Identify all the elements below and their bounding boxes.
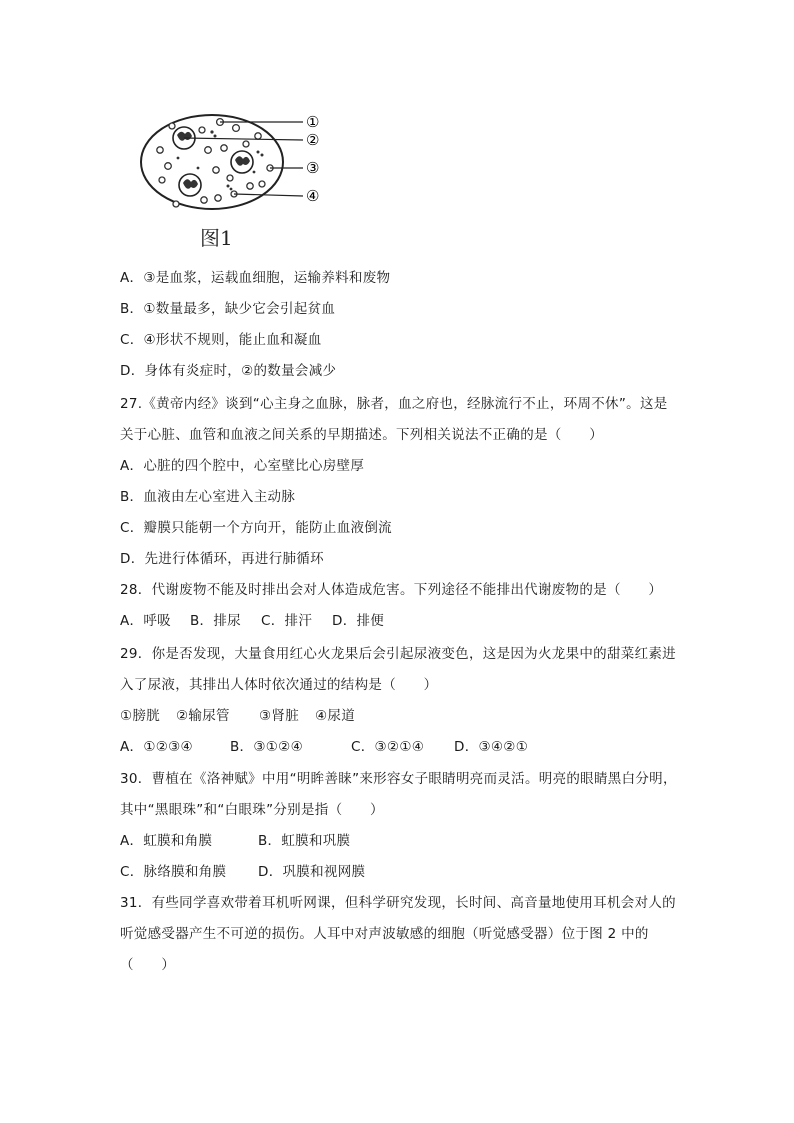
figure-1-blood-smear <box>138 108 338 253</box>
q29-structures <box>120 706 355 726</box>
q29-structure-1: ①膀胱 <box>120 708 161 724</box>
q27-option-a: A．心脏的四个腔中，心室壁比心房壁厚 <box>120 458 365 474</box>
q29-option-c: C．③②①④ <box>351 739 425 755</box>
q28-option-d: D．排便 <box>332 613 385 629</box>
q30-option-b: B．虹膜和巩膜 <box>258 833 351 849</box>
q27-stem-line-2: 关于心脏、血管和血液之间关系的早期描述。下列相关说法不正确的是（ ） <box>120 427 603 443</box>
q28-option-c: C．排汗 <box>261 613 313 629</box>
q29-option-a: A．①②③④ <box>120 739 193 755</box>
q31-stem-line-2: 听觉感受器产生不可逆的损伤。人耳中对声波敏感的细胞（听觉感受器）位于图 2 中的 <box>120 926 649 942</box>
q26-option-c: C．④形状不规则，能止血和凝血 <box>120 332 322 348</box>
q29-structure-4: ④尿道 <box>315 708 356 724</box>
q31-stem-line-3: （ ） <box>120 957 176 973</box>
q27-option-b: B．血液由左心室进入主动脉 <box>120 489 296 505</box>
white-blood-cell <box>179 174 201 196</box>
q29-option-d: D．③④②① <box>454 739 529 755</box>
q30-options-row-2 <box>120 862 365 882</box>
q28-options <box>120 611 384 631</box>
q29-stem-line-2: 入了尿液，其排出人体时依次通过的结构是（ ） <box>120 677 438 693</box>
q30-stem-line-2: 其中“黑眼珠”和“白眼珠”分别是指（ ） <box>120 802 384 818</box>
q26-option-a: A．③是血浆，运载血细胞，运输养料和废物 <box>120 270 391 286</box>
label-3: ③ <box>306 159 320 177</box>
q28-option-b: B．排尿 <box>190 613 241 629</box>
q30-option-d: D．巩膜和视网膜 <box>258 864 366 880</box>
label-1: ① <box>306 113 320 131</box>
q27-stem-line-1: 27.《黄帝内经》谈到“心主身之血脉，脉者，血之府也，经脉流行不止，环周不休”。这是 <box>120 396 668 412</box>
q30-option-a: A．虹膜和角膜 <box>120 833 213 849</box>
q28-option-a: A．呼吸 <box>120 613 171 629</box>
q29-option-b: B．③①②④ <box>230 739 303 755</box>
label-4: ④ <box>306 187 320 205</box>
q28-stem: 28．代谢废物不能及时排出会对人体造成危害。下列途径不能排出代谢废物的是（ ） <box>120 582 663 598</box>
q27-option-d: D．先进行体循环，再进行肺循环 <box>120 551 324 567</box>
q29-options <box>120 737 528 757</box>
label-2: ② <box>306 131 320 149</box>
q26-option-d: D．身体有炎症时，②的数量会减少 <box>120 363 337 379</box>
q29-structure-2: ②输尿管 <box>176 708 230 724</box>
q29-structure-3: ③肾脏 <box>259 708 300 724</box>
q29-stem-line-1: 29．你是否发现，大量食用红心火龙果后会引起尿液变色，这是因为火龙果中的甜菜红素进 <box>120 646 676 662</box>
q30-options-row-1 <box>120 831 350 851</box>
q30-stem-line-1: 30．曹植在《洛神赋》中用“明眸善睐”来形容女子眼睛明亮而灵活。明亮的眼睛黑白分明， <box>120 771 677 787</box>
q31-stem-line-1: 31．有些同学喜欢带着耳机听网课，但科学研究发现，长时间、高音量地使用耳机会对人的 <box>120 895 676 911</box>
figure-caption: 图1 <box>200 226 233 250</box>
white-blood-cell <box>231 151 253 173</box>
blood-smear-diagram <box>138 108 338 253</box>
q30-option-c: C．脉络膜和角膜 <box>120 864 227 880</box>
q26-option-b: B．①数量最多，缺少它会引起贫血 <box>120 301 336 317</box>
q27-option-c: C．瓣膜只能朝一个方向开，能防止血液倒流 <box>120 520 392 536</box>
